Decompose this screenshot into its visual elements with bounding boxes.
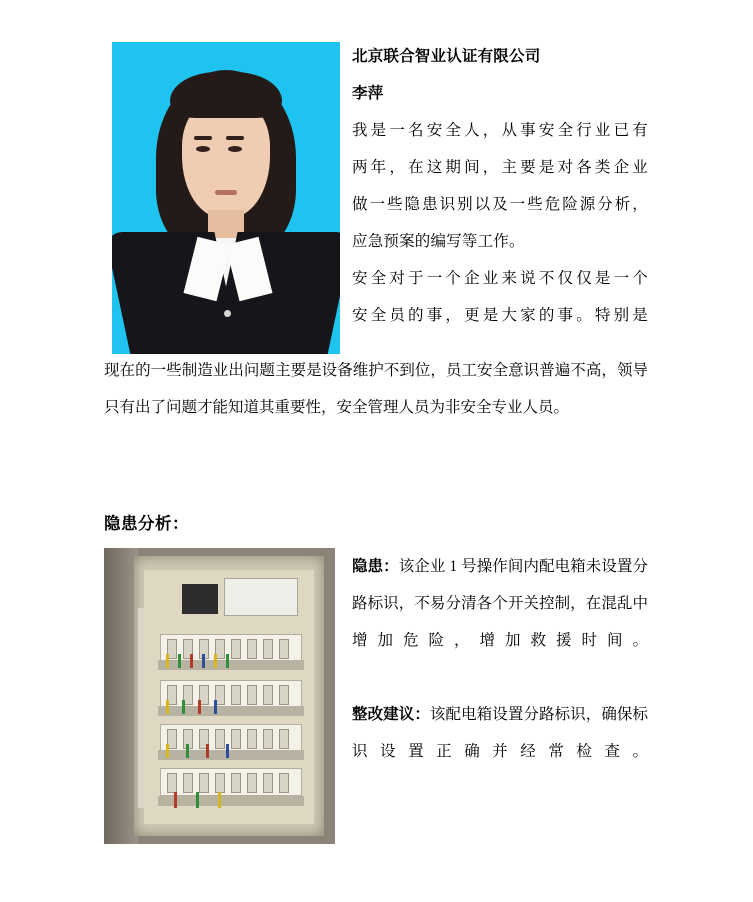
portrait-brow-left [194,136,212,140]
author-name: 李萍 [352,85,384,102]
company-name: 北京联合智业认证有限公司 [352,48,541,65]
breaker-row [160,724,302,752]
wire-duct [158,750,304,760]
contactor-block [182,584,218,614]
wire [186,744,189,758]
main-breaker-block [224,578,298,616]
wire [218,792,221,808]
wire [206,744,209,758]
portrait-brow-right [226,136,244,140]
portrait-shirt-button [224,310,231,317]
breaker-switch [231,685,241,705]
breaker-switch [183,773,193,793]
breaker-switch [247,685,257,705]
portrait-eye-left [196,146,210,152]
breaker-switch [231,773,241,793]
left-cable-bundle [138,608,144,808]
intro-wrap-paragraph-block [104,352,648,426]
breaker-row [160,768,302,796]
wire [214,700,217,714]
portrait-bangs [170,72,282,118]
wire [166,744,169,758]
hazard-text-column [352,548,648,770]
breaker-switch [263,685,273,705]
wire-duct [158,706,304,716]
breaker-row [160,634,302,662]
suggestion-body: 该配电箱设置分路标识，确保标识设置正确并经常检查。 [352,706,648,760]
breaker-switch [279,773,289,793]
wire [196,792,199,808]
breaker-switch [215,729,225,749]
wire [226,744,229,758]
wire-duct [158,796,304,806]
breaker-switch [199,773,209,793]
breaker-switch [279,729,289,749]
hazard-paragraph [352,548,648,659]
wire [182,700,185,714]
hazard-body: 该企业 1 号操作间内配电箱未设置分路标识，不易分清各个开关控制，在混乱中增加危险，增加救援时间。 [352,558,648,649]
distribution-box-photo [104,548,335,844]
breaker-switch [247,773,257,793]
suggestion-paragraph [352,696,648,770]
breaker-switch [231,639,241,659]
intro2-line-2: 安全员的事，更是大家的事。特别是 [352,307,648,324]
wire [214,654,217,668]
hazard-label: 隐患： [352,558,399,575]
portrait-eye-right [228,146,242,152]
intro2-line-1: 安全对于一个企业来说不仅仅是一个 [352,270,648,287]
breaker-switch [279,639,289,659]
portrait-photo [112,42,340,354]
intro-line-2: 两年，在这期间，主要是对各类企业 [352,159,648,176]
wire [166,700,169,714]
wire [174,792,177,808]
breaker-switch [263,729,273,749]
portrait-mouth [215,190,237,195]
breaker-switch [215,773,225,793]
wire [202,654,205,668]
wire [226,654,229,668]
intro-line-3: 做一些隐患识别以及一些危险源分析， [352,196,648,213]
wire [178,654,181,668]
breaker-switch [263,639,273,659]
intro-line-4: 应急预案的编写等工作。 [352,233,525,250]
intro-wrap-paragraph: 现在的一些制造业出问题主要是设备维护不到位，员工安全意识普遍不高，领导只有出了问题才能知道其重要性，安全管理人员为非安全专业人员。 [104,362,648,416]
intro-text-column [352,38,648,334]
cabinet-door [104,548,138,844]
wire [198,700,201,714]
wire [166,654,169,668]
paragraph-spacer [352,659,648,696]
breaker-switch [247,729,257,749]
suggestion-label: 整改建议： [352,706,430,723]
breaker-switch [247,639,257,659]
breaker-switch [263,773,273,793]
wire [190,654,193,668]
breaker-switch [279,685,289,705]
breaker-switch [231,729,241,749]
breaker-switch [167,773,177,793]
intro-line-1: 我是一名安全人，从事安全行业已有 [352,122,648,139]
section-title-hazard-analysis: 隐患分析： [104,514,189,533]
